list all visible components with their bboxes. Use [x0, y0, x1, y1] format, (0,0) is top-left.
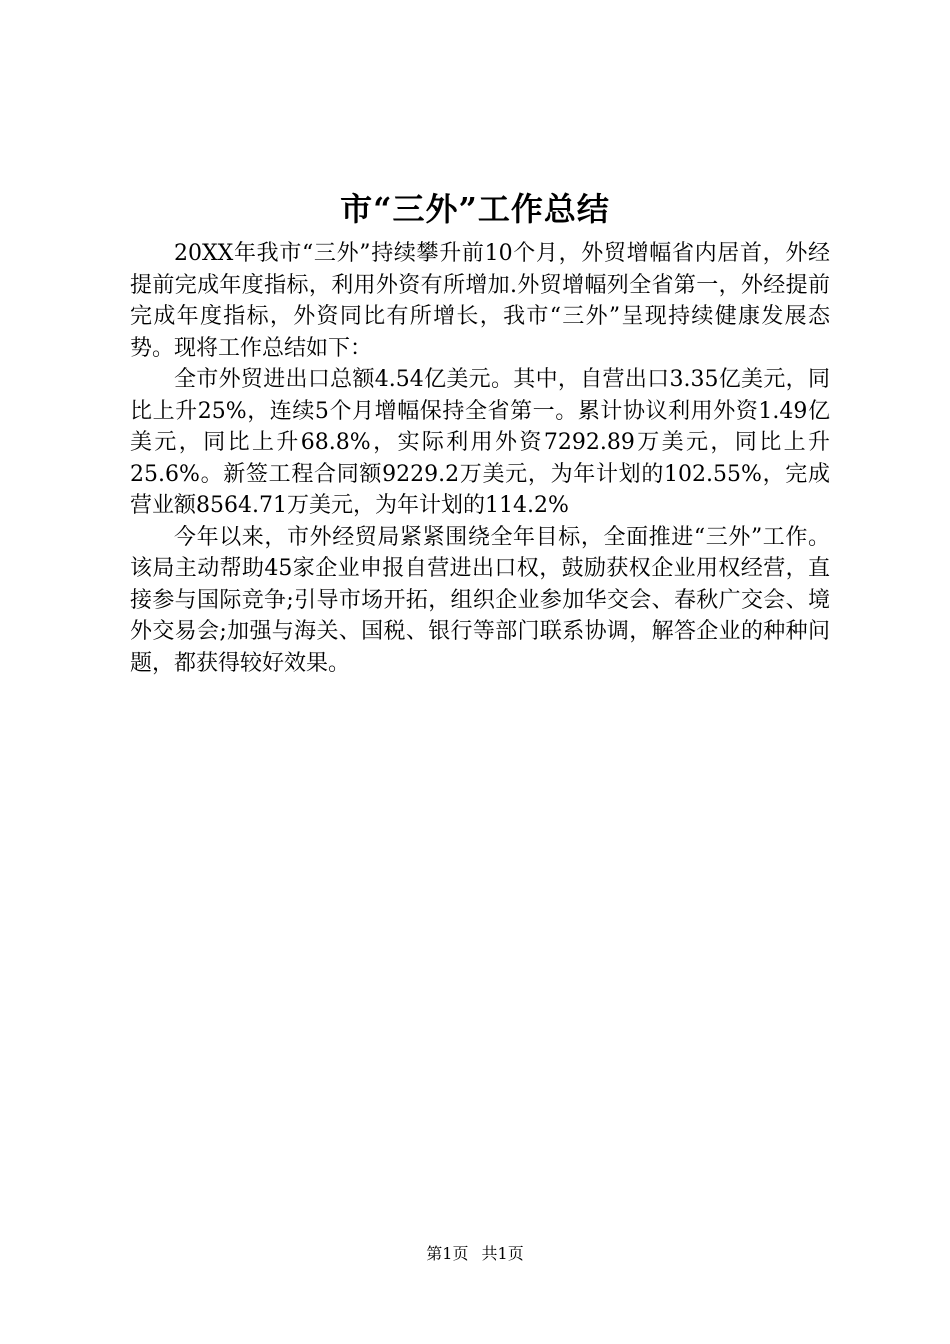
paragraph-intro: 20XX年我市“三外”持续攀升前10个月，外贸增幅省内居首，外经提前完成年度指标，利用外资有所增加.外贸增幅列全省第一，外经提前完成年度指标，外资同比有所增长，我市“三外”呈现持续健康发展态势。现将工作总结如下：: [130, 241, 830, 361]
page-number-total: 共1页: [481, 1244, 524, 1263]
paragraph-statistics: 全市外贸进出口总额4.54亿美元。其中，自营出口3.35亿美元，同比上升25%，连续5个月增幅保持全省第一。累计协议利用外资1.49亿美元，同比上升68.8%，实际利用外资7292.89万美元，同比上升25.6%。新签工程合同额9229.2万美元，为年计划的102.55%，完成营业额8564.71万美元，为年计划的114.2%: [130, 367, 830, 518]
document-body: [130, 238, 830, 679]
paragraph-measures: 今年以来，市外经贸局紧紧围绕全年目标，全面推进“三外”工作。该局主动帮助45家企业申报自营进出口权，鼓励获权企业用权经营，直接参与国际竞争;引导市场开拓，组织企业参加华交会、春秋广交会、境外交易会;加强与海关、国税、银行等部门联系协调，解答企业的种种问题，都获得较好效果。: [130, 524, 830, 676]
page-number-current: 第1页: [426, 1244, 469, 1263]
page-footer: [0, 1243, 950, 1265]
document-title: 市“三外”工作总结: [340, 190, 610, 228]
